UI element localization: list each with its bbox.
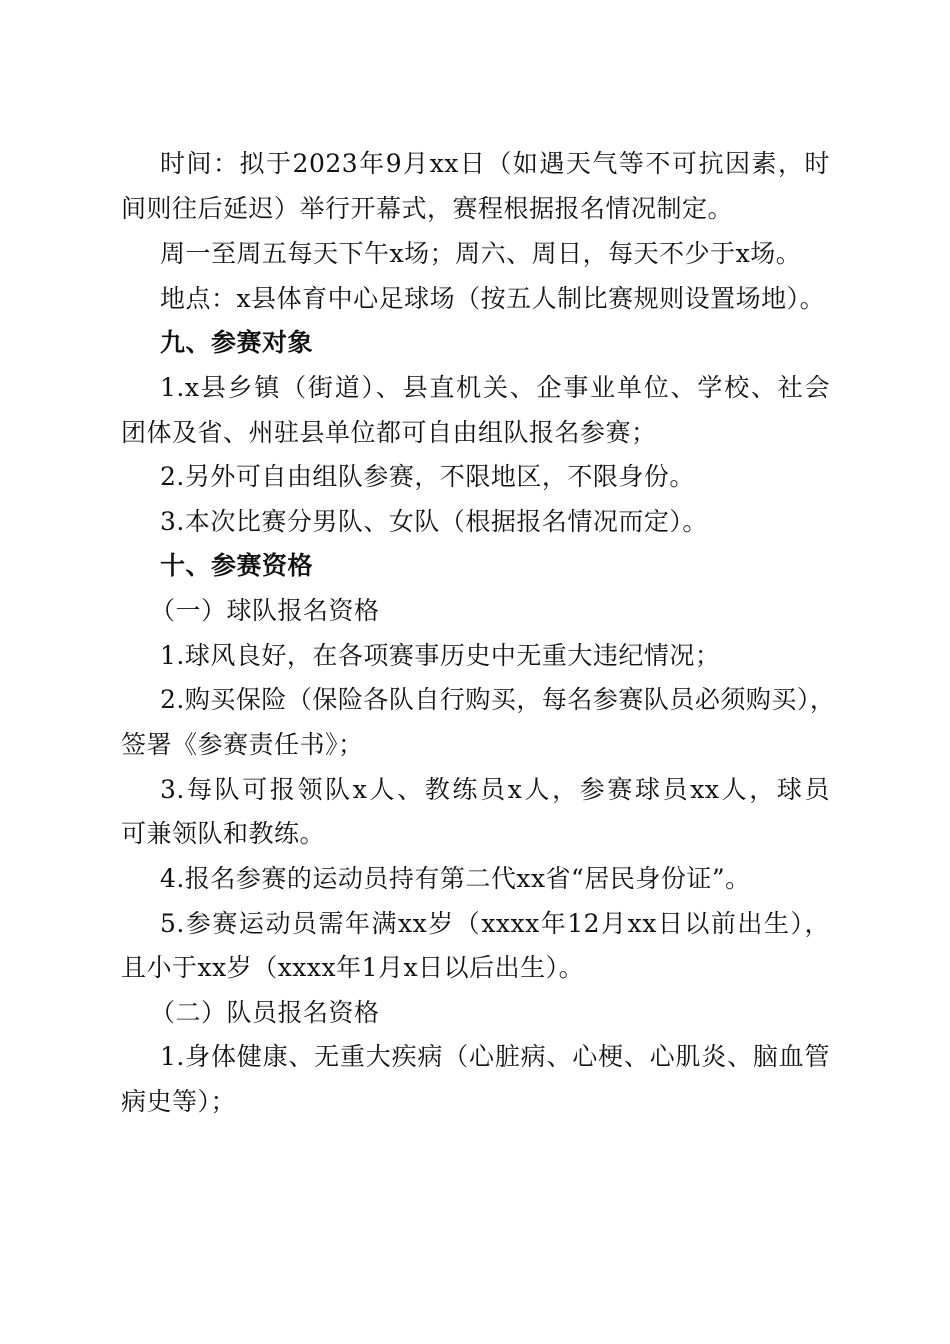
participants-item-1-line-1: 1.x县乡镇（街道）、县直机关、企事业单位、学校、社会 [160,373,830,402]
participants-item-2: 2.另外可自由组队参赛，不限地区，不限身份。 [160,462,695,491]
participants-item-1-line-2: 团体及省、州驻县单位都可自由组队报名参赛； [121,418,657,447]
subheading-team-eligibility: （一）球队报名资格 [150,596,380,625]
paragraph-schedule: 周一至周五每天下午x场；周六、周日，每天不少于x场。 [160,239,802,268]
section-heading-participants: 九、参赛对象 [160,328,314,357]
team-item-5-line-2: 且小于xx岁（xxxx年1月x日以后出生）。 [121,953,585,982]
participants-item-3: 3.本次比赛分男队、女队（根据报名情况而定）。 [160,507,708,536]
team-item-5-line-1: 5.参赛运动员需年满xx岁（xxxx年12月xx日以前出生）， [160,909,830,938]
subheading-member-eligibility: （二）队员报名资格 [150,998,380,1027]
team-item-3-line-1: 3.每队可报领队x人、教练员x人，参赛球员xx人，球员 [160,775,830,804]
team-item-2-line-1: 2.购买保险（保险各队自行购买，每名参赛队员必须购买）， [160,685,836,714]
paragraph-time-line-1: 时间：拟于2023年9月xx日（如遇天气等不可抗因素，时 [160,149,830,178]
team-item-4: 4.报名参赛的运动员持有第二代xx省“居民身份证”。 [160,864,751,893]
team-item-2-line-2: 签署《参赛责任书》； [121,730,364,759]
team-item-1: 1.球风良好，在各项赛事历史中无重大违纪情况； [160,641,721,670]
paragraph-location: 地点：x县体育中心足球场（按五人制比赛规则设置场地）。 [160,284,826,313]
paragraph-time-line-2: 间则往后延迟）举行开幕式，赛程根据报名情况制定。 [121,194,734,223]
section-heading-eligibility: 十、参赛资格 [160,551,314,580]
member-item-1-line-2: 病史等）； [121,1087,237,1116]
member-item-1-line-1: 1.身体健康、无重大疾病（心脏病、心梗、心肌炎、脑血管 [160,1042,830,1071]
team-item-3-line-2: 可兼领队和教练。 [121,819,326,848]
